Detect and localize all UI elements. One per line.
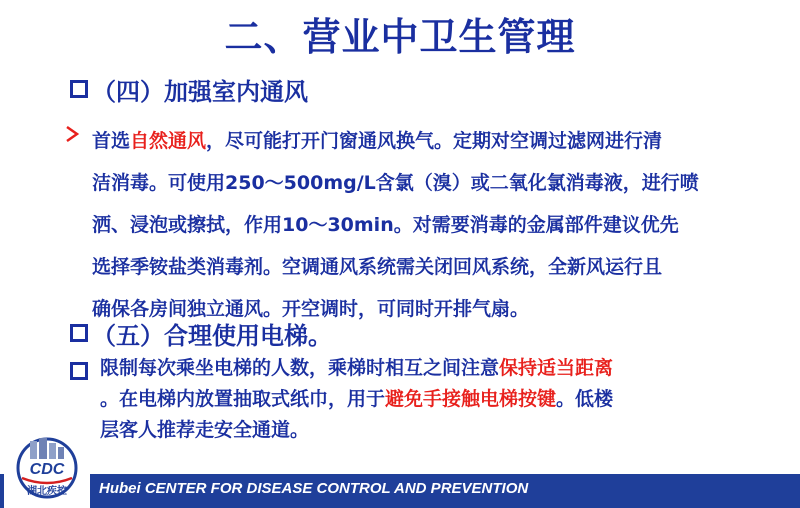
bullet-square-icon [70, 80, 88, 98]
paragraph-line: 首选自然通风，尽可能打开门窗通风换气。定期对空调过滤网进行清 [92, 130, 663, 152]
bullet-square-icon [70, 324, 88, 342]
svg-text:CDC: CDC [29, 461, 65, 478]
section-heading-elevator: （五）合理使用电梯。 [92, 322, 332, 350]
paragraph-line: 层客人推荐走安全通道。 [100, 419, 310, 441]
highlight-avoid-buttons: 避免手接触电梯按键 [385, 388, 557, 410]
highlight-keep-distance: 保持适当距离 [499, 357, 614, 379]
page-title: 二、营业中卫生管理 [224, 15, 576, 59]
hubei-cdc-logo [4, 436, 90, 508]
footer-text: Hubei CENTER FOR DISEASE CONTROL AND PREVENTION [99, 480, 529, 497]
paragraph-line: 选择季铵盐类消毒剂。空调通风系统需关闭回风系统，全新风运行且 [92, 256, 663, 278]
arrow-bullet-icon [62, 124, 82, 144]
paragraph-line: 确保各房间独立通风。开空调时，可同时开排气扇。 [92, 298, 530, 320]
elevator-paragraph [100, 353, 613, 446]
svg-text:湖北疾控: 湖北疾控 [27, 486, 67, 497]
paragraph-line: 洁消毒。可使用250～500mg/L含氯（溴）或二氧化氯消毒液，进行喷 [92, 172, 699, 194]
bullet-square-icon [70, 362, 88, 380]
section-heading-ventilation: （四）加强室内通风 [92, 78, 308, 106]
highlight-natural-ventilation: 自然通风 [130, 130, 207, 152]
paragraph-line: 洒、浸泡或擦拭，作用10～30min。对需要消毒的金属部件建议优先 [92, 214, 679, 236]
paragraph-line: 。在电梯内放置抽取式纸巾，用于避免手接触电梯按键。低楼 [100, 388, 614, 410]
ventilation-paragraph [92, 120, 699, 330]
paragraph-line: 限制每次乘坐电梯的人数，乘梯时相互之间注意保持适当距离 [100, 357, 614, 379]
